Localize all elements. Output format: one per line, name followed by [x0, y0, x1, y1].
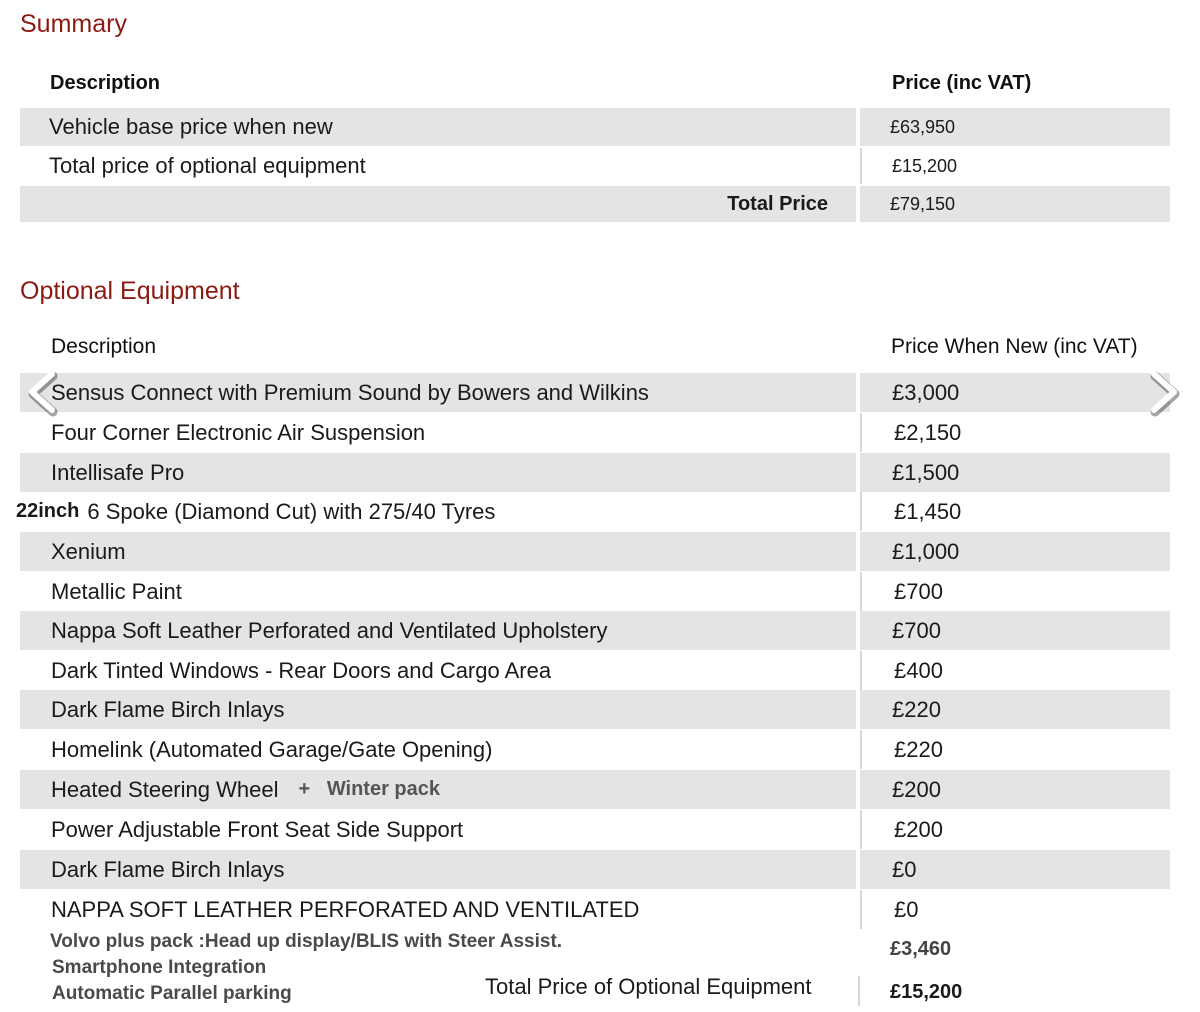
row-price: £700: [860, 572, 1170, 611]
optional-price-header: Price When New (inc VAT): [891, 335, 1138, 358]
equipment-row: [20, 810, 1170, 849]
row-description: Metallic Paint: [51, 578, 182, 604]
summary-total-price: £79,150: [860, 186, 1170, 222]
row-description: [16, 492, 852, 531]
optional-total-label: Total Price of Optional Equipment: [485, 974, 812, 999]
equipment-row: [20, 572, 1170, 611]
row-description: Homelink (Automated Garage/Gate Opening): [51, 736, 493, 762]
optional-total-price: £15,200: [890, 981, 963, 1003]
row-price: £220: [860, 730, 1170, 769]
row-description-text: Heated Steering Wheel: [51, 776, 279, 802]
row-price: £1,000: [860, 532, 1170, 571]
row-description: Xenium: [20, 532, 856, 571]
summary-row: [20, 108, 1170, 146]
row-price: £1,500: [860, 453, 1170, 492]
pack-note-line: Automatic Parallel parking: [52, 983, 292, 1004]
row-price: £2,150: [860, 413, 1170, 452]
equipment-row: [20, 611, 1170, 650]
equipment-row: [20, 453, 1170, 492]
summary-price-header: Price (inc VAT): [892, 72, 1032, 94]
summary-title: Summary: [20, 10, 127, 38]
row-price: £220: [860, 690, 1170, 729]
equipment-row: [20, 730, 1170, 769]
equipment-row: [20, 532, 1170, 571]
equipment-row: [20, 690, 1170, 729]
equipment-row: [20, 890, 1170, 929]
row-description: Dark Flame Birch Inlays: [20, 850, 856, 889]
chevron-right-icon: [1140, 370, 1184, 414]
row-description: Sensus Connect with Premium Sound by Bowers and Wilkins: [20, 373, 856, 412]
row-description: Dark Flame Birch Inlays: [20, 690, 856, 729]
row-price: £1,450: [860, 492, 1170, 531]
row-price: £0: [860, 850, 1170, 889]
row-price: £200: [860, 770, 1170, 809]
row-description: Vehicle base price when new: [20, 108, 856, 146]
row-description-prefix: 22inch: [16, 500, 80, 522]
optional-description-header: Description: [51, 335, 157, 358]
row-description: Dark Tinted Windows - Rear Doors and Cargo Area: [51, 657, 552, 683]
row-price: £15,200: [860, 148, 1170, 184]
optional-title: Optional Equipment: [20, 277, 240, 305]
row-description: [20, 770, 856, 809]
equipment-row: [20, 413, 1170, 452]
row-price: £200: [860, 810, 1170, 849]
next-button[interactable]: [1140, 370, 1184, 414]
row-description-addon: + Winter pack: [298, 778, 441, 800]
row-description: Nappa Soft Leather Perforated and Ventilated Upholstery: [20, 611, 856, 650]
summary-description-header: Description: [50, 72, 161, 94]
pack-price: £3,460: [890, 938, 952, 960]
row-price: £3,000: [860, 373, 1170, 412]
row-price: £400: [860, 651, 1170, 690]
equipment-row: [20, 850, 1170, 889]
row-price: £700: [860, 611, 1170, 650]
row-description-text: 6 Spoke (Diamond Cut) with 275/40 Tyres: [87, 498, 496, 524]
summary-total-row: [20, 186, 1170, 222]
row-description: Total price of optional equipment: [49, 153, 366, 178]
row-description: NAPPA SOFT LEATHER PERFORATED AND VENTILATED: [51, 896, 640, 922]
chevron-left-icon: [22, 370, 66, 414]
row-price: £0: [860, 890, 1170, 929]
row-description: Intellisafe Pro: [20, 453, 856, 492]
summary-row: [20, 148, 1170, 184]
equipment-row: [20, 373, 1170, 412]
equipment-row: [16, 492, 1170, 531]
equipment-row: [20, 770, 1170, 809]
summary-total-label: Total Price: [20, 186, 856, 222]
row-description: Four Corner Electronic Air Suspension: [51, 419, 426, 445]
column-divider: [858, 976, 860, 1006]
pack-note-line: Volvo plus pack :Head up display/BLIS with Steer Assist.: [50, 931, 563, 952]
row-description: Power Adjustable Front Seat Side Support: [51, 816, 464, 842]
pack-note-line: Smartphone Integration: [52, 957, 267, 978]
equipment-row: [20, 651, 1170, 690]
row-price: £63,950: [860, 108, 1170, 146]
previous-button[interactable]: [22, 370, 66, 414]
